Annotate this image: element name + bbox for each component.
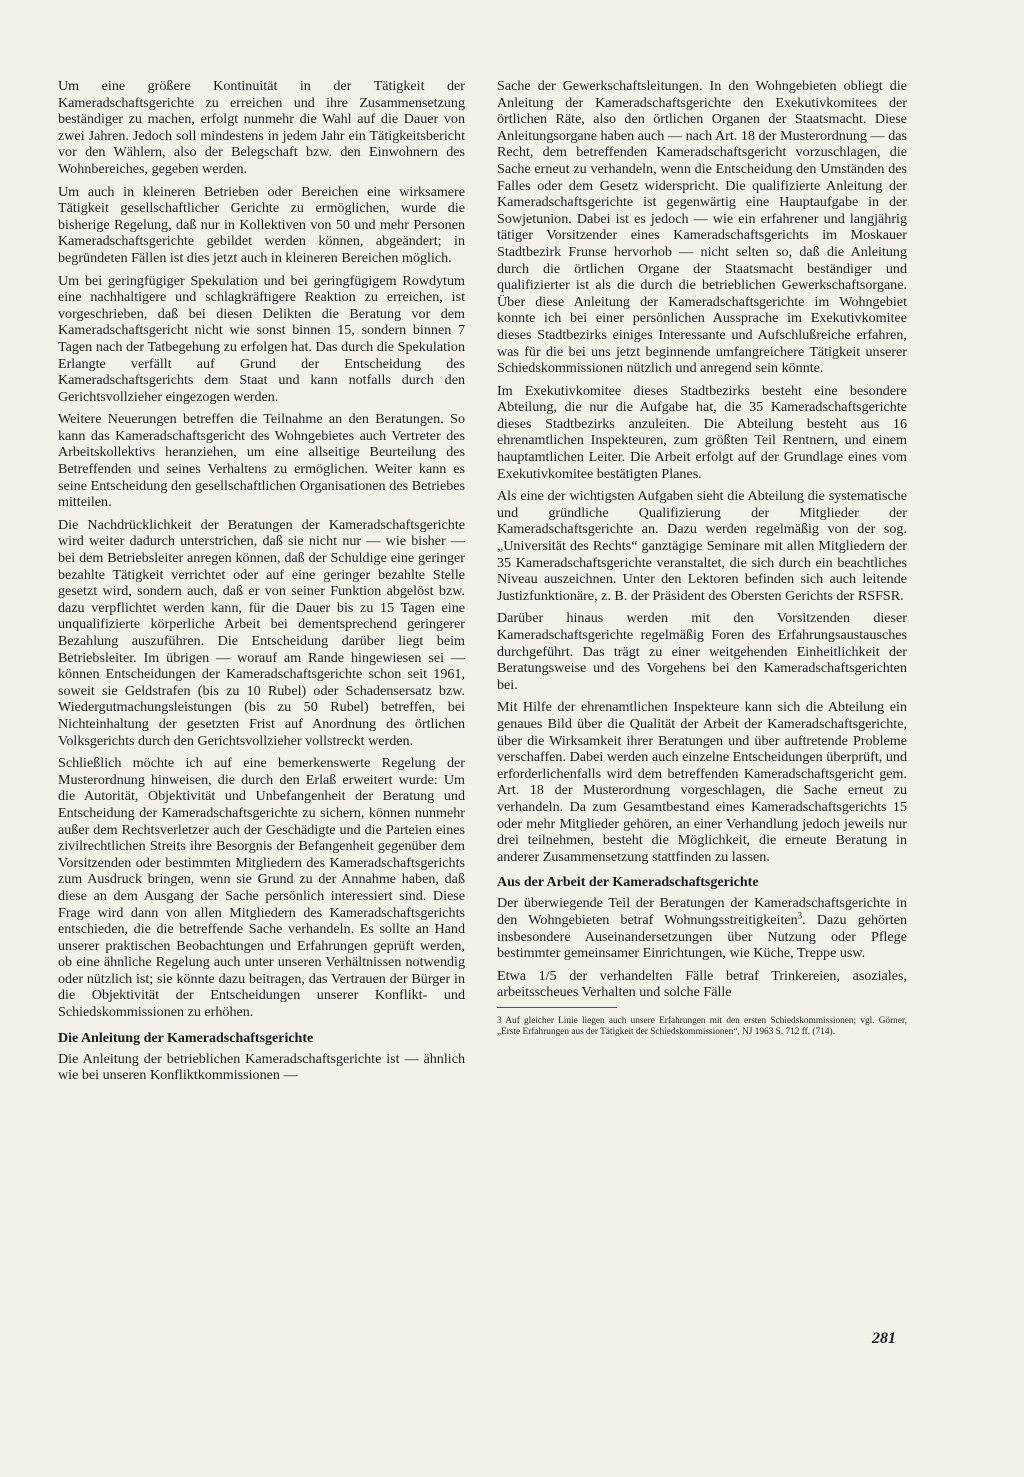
page-number: 281 bbox=[872, 1330, 896, 1347]
paragraph: Darüber hinaus werden mit den Vorsitzenden dieser Kameradschaftsgerichte regelmäßig Foren des Erfahrungsaustausches durchgeführt. Das trägt zu einer weitgehenden Einheitlichkeit der Beratungsweise und des Vorgehens bei den Kameradschaftsgerichten bei. bbox=[497, 610, 907, 693]
right-column bbox=[497, 78, 907, 1038]
paragraph: Die Nachdrücklichkeit der Beratungen der Kameradschaftsgerichte wird weiter dadurch unterstrichen, daß sie nicht nur — wie bisher — bei dem Betriebsleiter anregen können, daß der Schuldige eine geringer bezahlte Tätigkeit verrichtet oder auf eine geringer bezahlte Stelle gesetzt wird, sondern auch, daß er von seiner Funktion abgelöst bzw. dazu verpflichtet werden kann, für die Dauer bis zu 15 Tagen eine unqualifizierte körperliche Arbeit bei dementsprechend geringerer Bezahlung auszuführen. Die Entscheidung darüber liegt beim Betriebsleiter. Im übrigen — worauf am Rande hingewiesen sei — können Entscheidungen der Kameradschaftsgerichte schon seit 1961, soweit sie Geldstrafen (bis zu 10 Rubel) oder Schadensersatz bzw. Wiedergutmachungsleistungen (bis zu 50 Rubel) betreffen, bei Nichteinhaltung der gesetzten Frist auf Anordnung des örtlichen Volksgerichts durch den Gerichtsvollzieher vollstreckt werden. bbox=[58, 516, 465, 749]
section-heading: Die Anleitung der Kameradschaftsgerichte bbox=[58, 1030, 314, 1046]
paragraph: Die Anleitung der betrieblichen Kameradschaftsgerichte ist — ähnlich wie bei unseren Konfliktkommissionen — bbox=[58, 1050, 465, 1084]
paragraph: Etwa 1/5 der verhandelten Fälle betraf Trinkereien, asoziales, arbeitsscheues Verhalten und solche Fälle bbox=[497, 967, 907, 1001]
footnote-reference: 3 bbox=[797, 910, 803, 921]
paragraph-text: . Dazu gehörten insbesondere Auseinandersetzungen über Nutzung oder Pflege bestimmter gemeinsamer Einrichtungen, wie Küche, Treppe usw. bbox=[497, 911, 907, 962]
paragraph: Um bei geringfügiger Spekulation und bei geringfügigem Rowdytum eine nachhaltigere und schlagkräftigere Reaktion zu erreichen, ist vorgeschrieben, daß bei diesen Delikten die Beratung vor dem Kameradschaftsgericht nicht wie sonst binnen 15, sondern binnen 7 Tagen nach der Tatbegehung zu erfolgen hat. Das durch die Spekulation Erlangte verfällt auf Grund der Entscheidung des Kameradschaftsgerichts dem Staat und kann notfalls durch den Gerichtsvollzieher eingezogen werden. bbox=[58, 272, 465, 405]
paragraph: Um auch in kleineren Betrieben oder Bereichen eine wirksamere Tätigkeit gesellschaftlicher Gerichte zu ermöglichen, wurde die bisherige Regelung, daß nur in Kollektiven von 50 und mehr Personen Kameradschaftsgerichte gebildet werden können, abgeändert; in begründeten Fällen ist dies jetzt auch in kleineren Bereichen möglich. bbox=[58, 183, 465, 266]
paragraph: Schließlich möchte ich auf eine bemerkenswerte Regelung der Musterordnung hinweisen, die durch den Erlaß erweitert wurde: Um die Autorität, Objektivität und Unbefangenheit der Beratung und Entscheidung der Kameradschaftsgerichte zu sichern, können nunmehr außer dem Rechtsverletzer auch der Geschädigte und die Parteien eines zivilrechtlichen Streits ihre Besorgnis der Befangenheit gegenüber dem Vorsitzenden oder bestimmten Mitgliedern des Kameradschaftsgerichts zum Ausdruck bringen, wenn sie Grund zu der Annahme haben, daß diese an dem Ausgang der Sache persönlich interessiert sind. Diese Frage wird dann von allen Mitgliedern des Kameradschaftsgerichts entschieden, die die betreffende Sache verhandeln. Es sollte an Hand unserer praktischen Beobachtungen und Erfahrungen geprüft werden, ob eine ähnliche Regelung auch unter unseren Verhältnissen notwendig oder nützlich ist; sie könnte dazu beitragen, das Vertrauen der Bürger in die Objektivität der Entscheidungen unserer Konflikt- und Schiedskommissionen zu erhöhen. bbox=[58, 755, 465, 1021]
paragraph: Weitere Neuerungen betreffen die Teilnahme an den Beratungen. So kann das Kameradschaftsgericht des Wohngebietes auch Vertreter des Arbeitskollektivs heranziehen, um eine allseitige Beurteilung des Betreffenden und seines Verhaltens zu ermöglichen. Weiter kann es seine Entscheidung den gesellschaftlichen Organisationen des Betriebes mitteilen. bbox=[58, 411, 465, 511]
left-column bbox=[58, 78, 465, 1090]
paragraph: Um eine größere Kontinuität in der Tätigkeit der Kameradschaftsgerichte zu erreichen und ihre Zusammensetzung beständiger zu machen, erfolgt nunmehr die Wahl auf die Dauer von zwei Jahren. Jedoch soll mindestens in jedem Jahr ein Tätigkeitsbericht vor den Wählern, also der Belegschaft bzw. den Einwohnern des Wohnbereiches, gegeben werden. bbox=[58, 78, 465, 177]
paragraph: Im Exekutivkomitee dieses Stadtbezirks besteht eine besondere Abteilung, die nur die Aufgabe hat, die 35 Kameradschaftsgerichte dieses Stadtbezirks anzuleiten. Die Abteilung besteht aus 16 ehrenamtlichen Inspekteuren, zum größten Teil Rentnern, und einem hauptamtlichen Leiter. Die Arbeit erfolgt auf der Grundlage eines vom Exekutivkomitee bestätigten Planes. bbox=[497, 382, 907, 482]
paragraph: Mit Hilfe der ehrenamtlichen Inspekteure kann sich die Abteilung ein genaues Bild über die Qualität der Arbeit der Kameradschaftsgerichte, über die Wirksamkeit ihrer Beratungen und über auftretende Probleme verschaffen. Dabei werden auch einzelne Entscheidungen überprüft, und erforderlichenfalls wird dem betreffenden Kameradschaftsgericht gem. Art. 18 der Musterordnung vorgeschlagen, die Sache erneut zu verhandeln. Da zum Gesamtbestand eines Kameradschaftsgerichts 15 oder mehr Mitglieder gehören, an einer Verhandlung jedoch jeweils nur drei teilnehmen, besteht die Möglichkeit, die erneute Beratung in anderer Zusammensetzung stattfinden zu lassen. bbox=[497, 699, 907, 865]
paragraph bbox=[497, 895, 907, 961]
paragraph-text: Der überwiegende Teil der Beratungen der Kameradschaftsgerichte in den Wohngebieten betraf Wohnungsstreitigkeiten bbox=[497, 895, 907, 928]
paragraph: Als eine der wichtigsten Aufgaben sieht die Abteilung die systematische und gründliche Qualifizierung der Mitglieder der Kameradschaftsgerichte an. Dazu werden regelmäßig von der sog. „Universität des Rechts“ ganztägige Seminare mit allen Mitgliedern der 35 Kameradschaftsgerichte veranstaltet, die sich durch ein beachtliches Niveau auszeichnen. Unter den Lektoren befinden sich auch leitende Justizfunktionäre, z. B. der Präsident des Obersten Gerichts der RSFSR. bbox=[497, 488, 907, 604]
paragraph: Sache der Gewerkschaftsleitungen. In den Wohngebieten obliegt die Anleitung der Kameradschaftsgerichte den Exekutivkomitees der örtlichen Räte, also den örtlichen Organen der Staatsmacht. Diese Anleitungsorgane haben auch — nach Art. 18 der Musterordnung — das Recht, dem betreffenden Kameradschaftsgericht vorzuschlagen, die Sache erneut zu verhandeln, wenn die Entscheidung den Umständen des Falles oder dem Gesetz widerspricht. Die qualifizierte Anleitung der Kameradschaftsgerichte ist gegenwärtig eine Hauptaufgabe in der Sowjetunion. Dabei ist es jedoch — wie ein erfahrener und langjährig tätiger Vorsitzender eines Kameradschaftsgerichts im Moskauer Stadtbezirk Frunse hervorhob — nicht selten so, daß die Anleitung durch die örtlichen Organe der Staatsmacht beständiger und qualifizierter ist als die durch die betrieblichen Gewerkschaftsorgane. Über diese Anleitung der Kameradschaftsgerichte im Wohngebiet konnte ich bei einer persönlichen Aussprache im Exekutivkomitee dieses Stadtbezirks einiges Interessante und Aufschlußreiche erfahren, was für die bei uns jetzt beginnende umfangreichere Tätigkeit unserer Schiedskommissionen nützlich und anregend sein könnte. bbox=[497, 78, 907, 377]
footnote-divider bbox=[497, 1007, 617, 1008]
footnote: 3 Auf gleicher Linie liegen auch unsere Erfahrungen mit den ersten Schiedskommissionen; vgl. Görner, „Erste Erfahrungen aus der Tätigkeit der Schiedskommissionen“, NJ 1963 S. 712 ff. (714). bbox=[497, 1015, 907, 1037]
section-heading: Aus der Arbeit der Kameradschaftsgerichte bbox=[497, 875, 759, 891]
